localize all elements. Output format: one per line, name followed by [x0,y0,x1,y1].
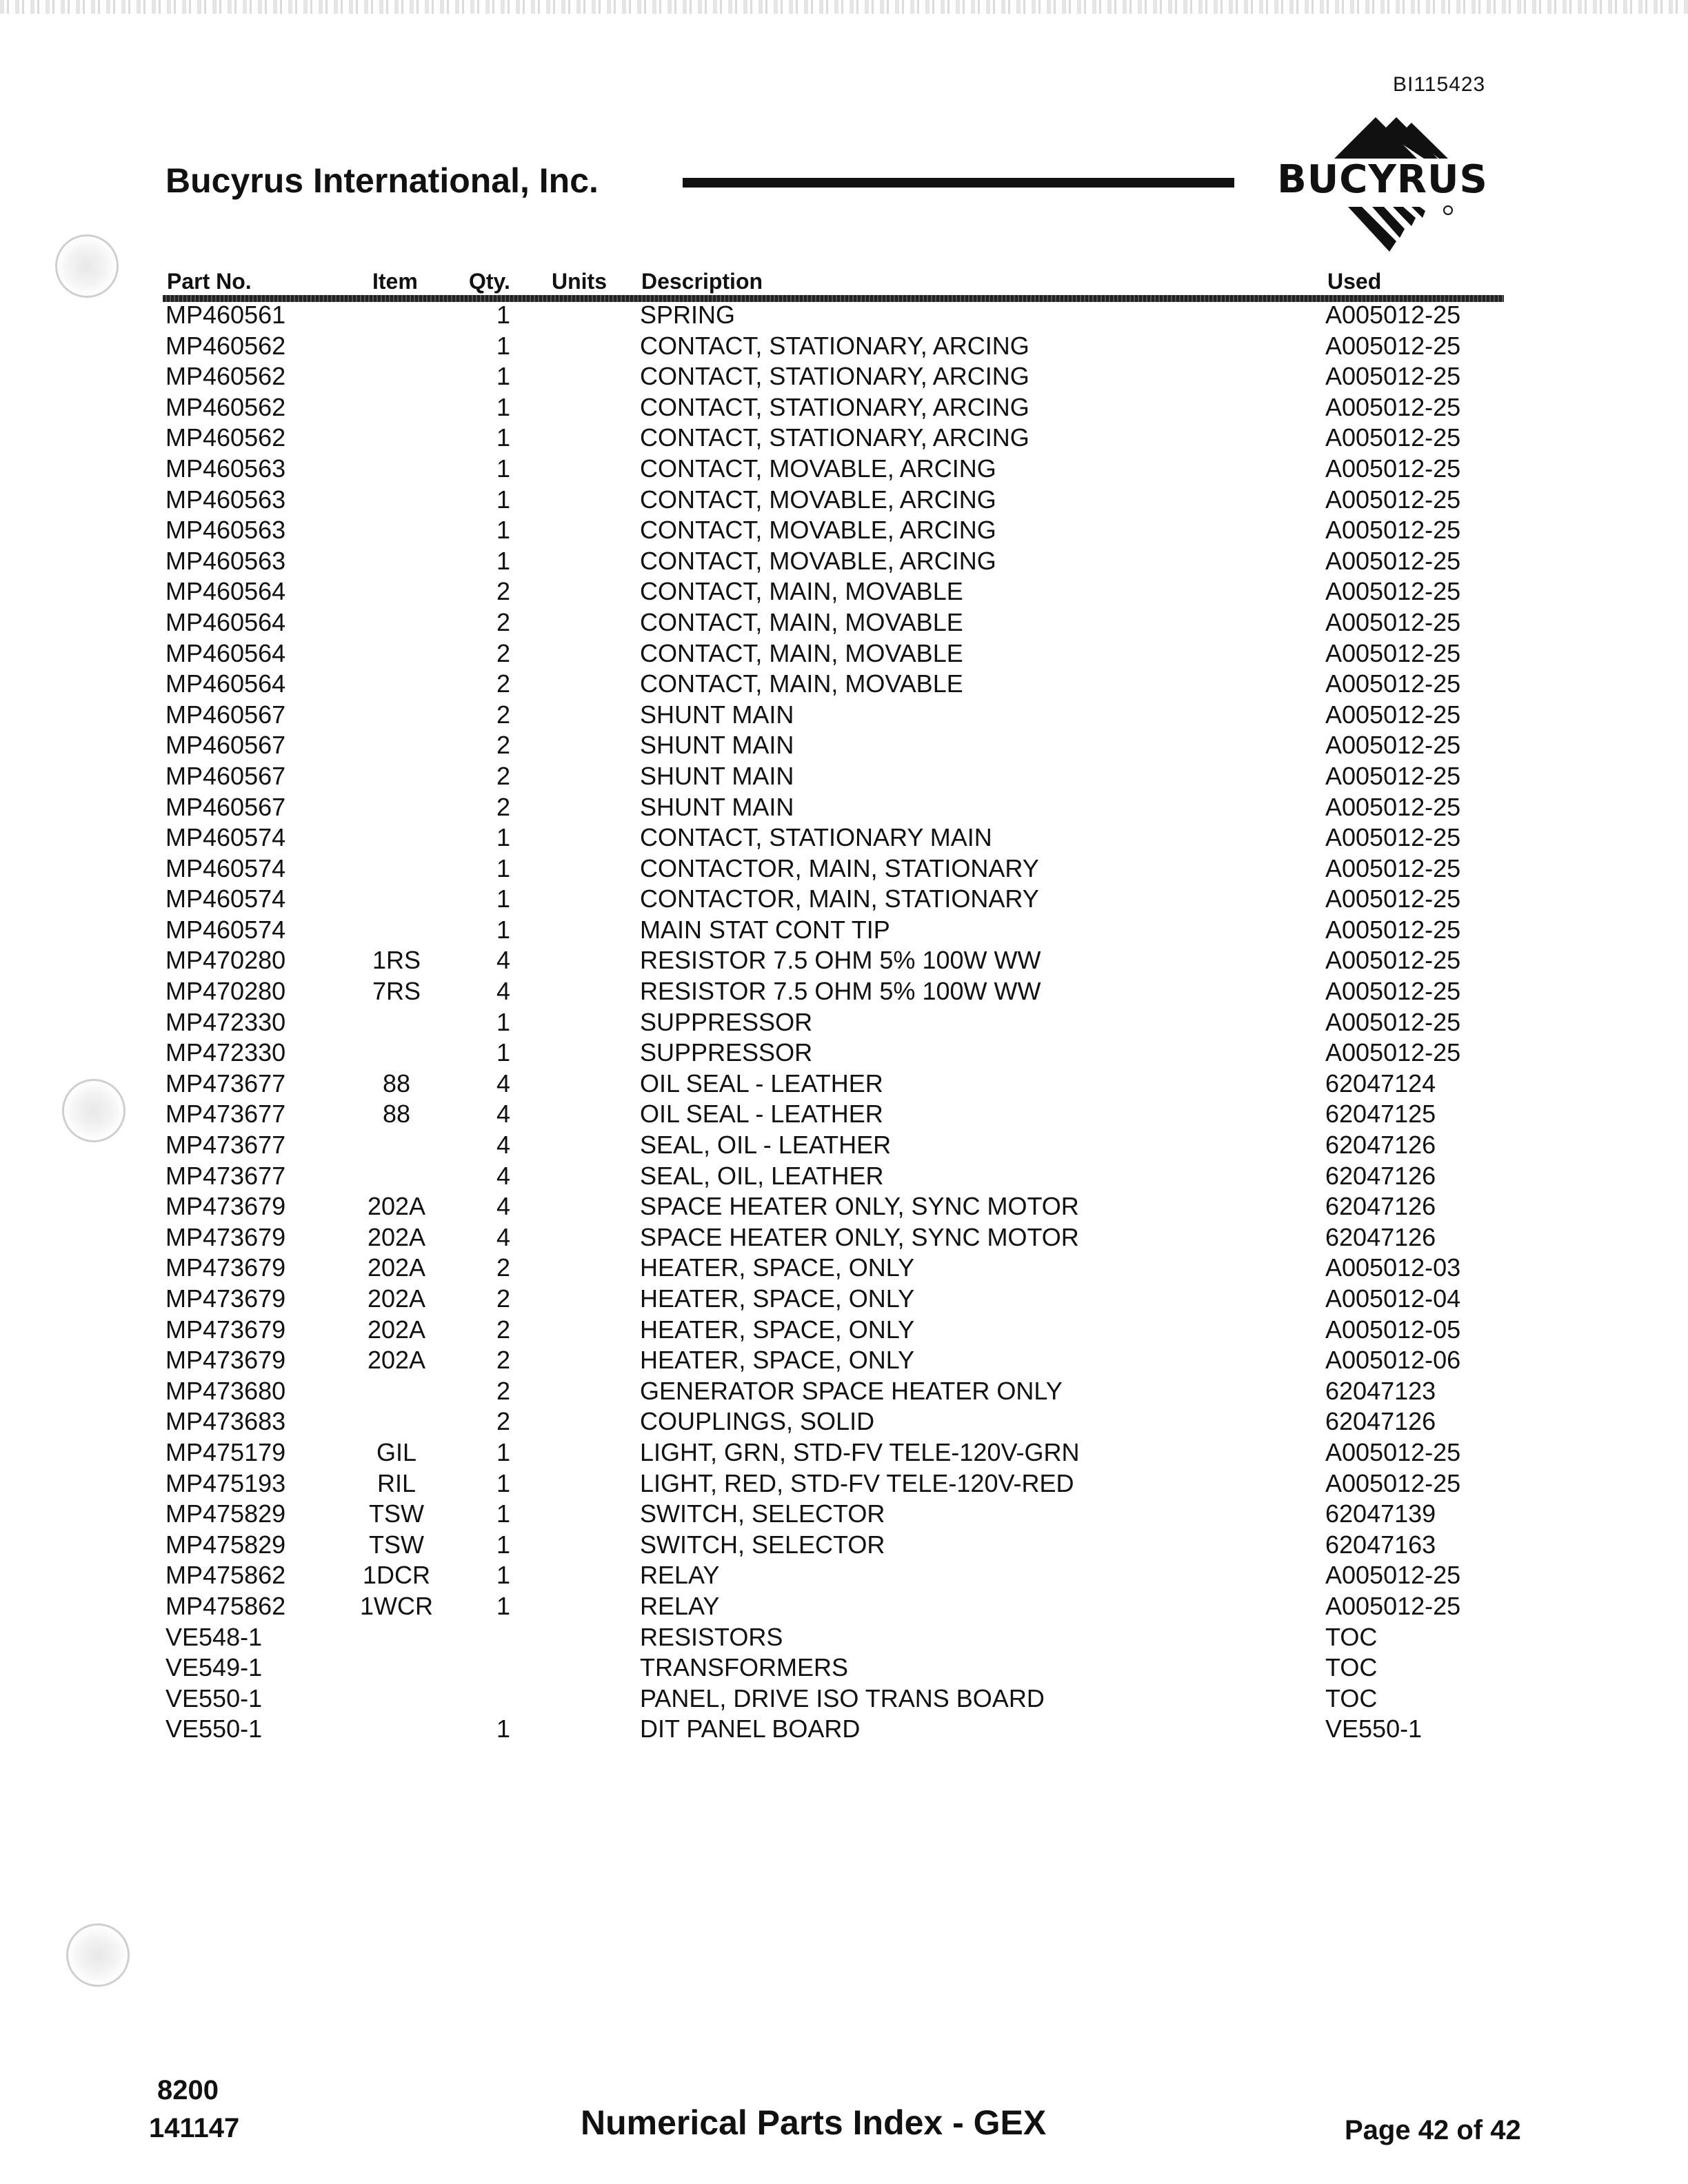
description-cell: OIL SEAL - LEATHER [640,1069,883,1098]
table-row [0,392,1688,423]
used-cell: A005012-25 [1325,853,1461,882]
part-no-cell: MP460567 [165,700,286,729]
description-cell: PANEL, DRIVE ISO TRANS BOARD [640,1684,1045,1712]
table-row [0,300,1688,331]
table-row [0,822,1688,853]
qty-cell: 1 [496,454,511,483]
item-cell: TSW [369,1530,424,1559]
used-cell: 62047125 [1325,1100,1436,1129]
part-no-cell: MP475179 [165,1437,286,1466]
table-row [0,1376,1688,1407]
used-cell: A005012-25 [1325,454,1461,483]
qty-cell: 1 [496,1715,511,1743]
table-row [0,1406,1688,1437]
table-row [0,1560,1688,1591]
used-cell: A005012-25 [1325,946,1461,975]
table-row [0,730,1688,761]
used-cell: A005012-25 [1325,546,1461,575]
used-cell: 62047123 [1325,1376,1436,1405]
description-cell: SHUNT MAIN [640,700,794,729]
item-cell: 1WCR [360,1591,433,1620]
qty-cell: 2 [496,1376,511,1405]
used-cell: 62047124 [1325,1069,1436,1098]
qty-cell: 1 [496,546,511,575]
description-cell: CONTACTOR, MAIN, STATIONARY [640,853,1039,882]
qty-cell: 1 [496,1468,511,1497]
used-cell: A005012-25 [1325,607,1461,636]
part-no-cell: MP460567 [165,761,286,790]
part-no-cell: MP473679 [165,1315,286,1344]
used-cell: A005012-05 [1325,1315,1461,1344]
part-no-cell: MP473683 [165,1407,286,1436]
table-row [0,976,1688,1007]
qty-cell: 4 [496,1069,511,1098]
part-no-cell: MP473680 [165,1376,286,1405]
qty-cell: 2 [496,669,511,698]
footer-number: 141147 [149,2113,240,2143]
used-cell: TOC [1325,1622,1378,1651]
column-header-qty: Qty. [469,269,510,294]
qty-cell: 1 [496,1561,511,1590]
table-row [0,1591,1688,1622]
description-cell: COUPLINGS, SOLID [640,1407,875,1436]
part-no-cell: MP472330 [165,1038,286,1067]
part-no-cell: MP475862 [165,1591,286,1620]
table-row [0,576,1688,607]
used-cell: A005012-25 [1325,362,1461,391]
description-cell: SUPPRESSOR [640,1007,813,1036]
qty-cell: 1 [496,884,511,913]
table-row [0,915,1688,946]
part-no-cell: MP473677 [165,1100,286,1129]
used-cell: A005012-25 [1325,577,1461,606]
description-cell: CONTACT, MOVABLE, ARCING [640,516,996,545]
used-cell: A005012-04 [1325,1284,1461,1313]
footer-page: Page 42 of 42 [1345,2115,1521,2145]
qty-cell: 1 [496,516,511,545]
table-row [0,1099,1688,1130]
description-cell: OIL SEAL - LEATHER [640,1100,883,1129]
used-cell: A005012-25 [1325,392,1461,421]
scan-artifact-strip [0,0,1688,14]
used-cell: A005012-25 [1325,977,1461,1006]
part-no-cell: MP470280 [165,977,286,1006]
qty-cell: 1 [496,362,511,391]
used-cell: A005012-25 [1325,731,1461,760]
description-cell: LIGHT, RED, STD-FV TELE-120V-RED [640,1468,1074,1497]
description-cell: HEATER, SPACE, ONLY [640,1284,915,1313]
item-cell: 1RS [372,946,421,975]
qty-cell: 4 [496,1100,511,1129]
table-row [0,1437,1688,1468]
qty-cell: 1 [496,1591,511,1620]
part-no-cell: MP472330 [165,1007,286,1036]
part-no-cell: MP460567 [165,731,286,760]
table-row [0,1007,1688,1038]
table-row [0,607,1688,638]
description-cell: LIGHT, GRN, STD-FV TELE-120V-GRN [640,1437,1080,1466]
used-cell: A005012-25 [1325,516,1461,545]
part-no-cell: MP475829 [165,1530,286,1559]
used-cell: A005012-25 [1325,792,1461,821]
qty-cell: 2 [496,1253,511,1282]
description-cell: SUPPRESSOR [640,1038,813,1067]
used-cell: 62047126 [1325,1161,1436,1190]
part-no-cell: MP475829 [165,1499,286,1528]
used-cell: 62047126 [1325,1131,1436,1160]
used-cell: 62047163 [1325,1530,1436,1559]
description-cell: CONTACT, MAIN, MOVABLE [640,669,963,698]
used-cell: A005012-25 [1325,301,1461,329]
qty-cell: 1 [496,392,511,421]
used-cell: A005012-25 [1325,331,1461,360]
item-cell: 88 [382,1100,411,1129]
description-cell: SEAL, OIL, LEATHER [640,1161,884,1190]
part-no-cell: MP460574 [165,853,286,882]
table-row [0,1130,1688,1161]
description-cell: HEATER, SPACE, ONLY [640,1253,915,1282]
description-cell: RELAY [640,1591,720,1620]
used-cell: 62047126 [1325,1192,1436,1221]
part-no-cell: MP475193 [165,1468,286,1497]
table-row [0,515,1688,546]
used-cell: A005012-06 [1325,1346,1461,1375]
qty-cell: 4 [496,1161,511,1190]
table-row [0,361,1688,392]
used-cell: A005012-25 [1325,1038,1461,1067]
footer-model: 8200 [157,2075,219,2105]
description-cell: SPACE HEATER ONLY, SYNC MOTOR [640,1192,1079,1221]
table-row [0,700,1688,731]
table-row [0,331,1688,362]
table-row [0,669,1688,700]
table-row [0,1530,1688,1561]
used-cell: A005012-03 [1325,1253,1461,1282]
used-cell: A005012-25 [1325,669,1461,698]
description-cell: CONTACT, STATIONARY, ARCING [640,331,1029,360]
used-cell: TOC [1325,1653,1378,1682]
bucyrus-logo [1258,110,1507,269]
table-row [0,1714,1688,1745]
part-no-cell: MP460564 [165,669,286,698]
punch-hole-bottom [66,1923,130,1987]
used-cell: A005012-25 [1325,485,1461,514]
description-cell: HEATER, SPACE, ONLY [640,1315,915,1344]
part-no-cell: MP470280 [165,946,286,975]
header-rule [683,178,1234,188]
description-cell: HEATER, SPACE, ONLY [640,1346,915,1375]
part-no-cell: MP460563 [165,454,286,483]
part-no-cell: MP460563 [165,485,286,514]
description-cell: CONTACT, MOVABLE, ARCING [640,546,996,575]
description-cell: CONTACT, STATIONARY, ARCING [640,423,1029,452]
item-cell: 202A [367,1222,426,1251]
part-no-cell: MP473679 [165,1222,286,1251]
used-cell: A005012-25 [1325,700,1461,729]
item-cell: 1DCR [362,1561,430,1590]
used-cell: A005012-25 [1325,1468,1461,1497]
table-row [0,1468,1688,1499]
column-header-description: Description [641,269,763,294]
description-cell: SWITCH, SELECTOR [640,1499,885,1528]
table-row [0,1222,1688,1253]
item-cell: TSW [369,1499,424,1528]
table-row [0,853,1688,884]
description-cell: RELAY [640,1561,720,1590]
qty-cell: 4 [496,977,511,1006]
qty-cell: 2 [496,1346,511,1375]
description-cell: RESISTOR 7.5 OHM 5% 100W WW [640,977,1041,1006]
qty-cell: 2 [496,761,511,790]
qty-cell: 1 [496,331,511,360]
item-cell: 7RS [372,977,421,1006]
table-row [0,945,1688,976]
table-row [0,1315,1688,1346]
description-cell: CONTACT, MOVABLE, ARCING [640,454,996,483]
qty-cell: 1 [496,853,511,882]
used-cell: A005012-25 [1325,1007,1461,1036]
footer-title: Numerical Parts Index - GEX [581,2103,1047,2142]
table-row [0,1684,1688,1715]
description-cell: CONTACT, STATIONARY MAIN [640,823,992,852]
description-cell: DIT PANEL BOARD [640,1715,861,1743]
column-header-part-no: Part No. [167,269,252,294]
item-cell: 202A [367,1284,426,1313]
qty-cell: 2 [496,607,511,636]
description-cell: CONTACT, MAIN, MOVABLE [640,577,963,606]
description-cell: CONTACT, MAIN, MOVABLE [640,638,963,667]
description-cell: SHUNT MAIN [640,792,794,821]
description-cell: CONTACTOR, MAIN, STATIONARY [640,884,1039,913]
description-cell: SPRING [640,301,736,329]
column-header-item: Item [372,269,418,294]
part-no-cell: MP460562 [165,423,286,452]
qty-cell: 2 [496,731,511,760]
item-cell: RIL [376,1468,416,1497]
qty-cell: 1 [496,1038,511,1067]
qty-cell: 1 [496,1007,511,1036]
used-cell: TOC [1325,1684,1378,1712]
part-no-cell: MP473677 [165,1161,286,1190]
description-cell: RESISTOR 7.5 OHM 5% 100W WW [640,946,1041,975]
used-cell: A005012-25 [1325,638,1461,667]
used-cell: 62047126 [1325,1407,1436,1436]
qty-cell: 1 [496,301,511,329]
part-no-cell: MP460574 [165,884,286,913]
part-no-cell: VE550-1 [165,1684,263,1712]
punch-hole-top [55,234,119,298]
used-cell: A005012-25 [1325,1437,1461,1466]
description-cell: SHUNT MAIN [640,731,794,760]
qty-cell: 1 [496,1499,511,1528]
description-cell: SEAL, OIL - LEATHER [640,1131,892,1160]
part-no-cell: MP473679 [165,1284,286,1313]
part-no-cell: MP460562 [165,362,286,391]
part-no-cell: MP473679 [165,1253,286,1282]
column-header-units: Units [552,269,607,294]
part-no-cell: MP460562 [165,392,286,421]
table-row [0,1161,1688,1192]
description-cell: SWITCH, SELECTOR [640,1530,885,1559]
used-cell: A005012-25 [1325,423,1461,452]
description-cell: MAIN STAT CONT TIP [640,915,890,944]
item-cell: 88 [382,1069,411,1098]
part-no-cell: MP460564 [165,577,286,606]
qty-cell: 2 [496,638,511,667]
qty-cell: 1 [496,915,511,944]
qty-cell: 1 [496,1530,511,1559]
table-row [0,1069,1688,1100]
part-no-cell: MP460563 [165,516,286,545]
part-no-cell: MP460564 [165,607,286,636]
table-row [0,884,1688,915]
part-no-cell: MP473679 [165,1346,286,1375]
table-row [0,1622,1688,1653]
qty-cell: 2 [496,1407,511,1436]
table-row [0,1253,1688,1284]
description-cell: CONTACT, MOVABLE, ARCING [640,485,996,514]
used-cell: VE550-1 [1325,1715,1423,1743]
used-cell: 62047126 [1325,1222,1436,1251]
parts-table [0,300,1688,1745]
table-row [0,1191,1688,1222]
used-cell: A005012-25 [1325,884,1461,913]
description-cell: SHUNT MAIN [640,761,794,790]
description-cell: CONTACT, MAIN, MOVABLE [640,607,963,636]
qty-cell: 4 [496,1131,511,1160]
item-cell: 202A [367,1192,426,1221]
part-no-cell: MP475862 [165,1561,286,1590]
logo-wordmark: BUCYRUS [1277,157,1488,202]
used-cell: A005012-25 [1325,1591,1461,1620]
qty-cell: 2 [496,700,511,729]
column-header-used: Used [1327,269,1382,294]
qty-cell: 1 [496,485,511,514]
table-row [0,761,1688,792]
item-cell: 202A [367,1346,426,1375]
qty-cell: 2 [496,1284,511,1313]
table-row [0,638,1688,669]
description-cell: CONTACT, STATIONARY, ARCING [640,362,1029,391]
qty-cell: 2 [496,577,511,606]
part-no-cell: VE548-1 [165,1622,263,1651]
used-cell: A005012-25 [1325,915,1461,944]
part-no-cell: VE550-1 [165,1715,263,1743]
part-no-cell: VE549-1 [165,1653,263,1682]
part-no-cell: MP473677 [165,1069,286,1098]
qty-cell: 2 [496,792,511,821]
qty-cell: 2 [496,1315,511,1344]
part-no-cell: MP460561 [165,301,286,329]
table-row [0,792,1688,823]
table-row [0,546,1688,577]
table-row [0,1038,1688,1069]
part-no-cell: MP460564 [165,638,286,667]
company-name: Bucyrus International, Inc. [165,161,599,200]
qty-cell: 4 [496,946,511,975]
part-no-cell: MP460574 [165,915,286,944]
part-no-cell: MP460562 [165,331,286,360]
table-row [0,1652,1688,1684]
item-cell: 202A [367,1315,426,1344]
description-cell: SPACE HEATER ONLY, SYNC MOTOR [640,1222,1079,1251]
table-row [0,454,1688,485]
part-no-cell: MP460567 [165,792,286,821]
part-no-cell: MP460563 [165,546,286,575]
item-cell: GIL [376,1437,417,1466]
used-cell: A005012-25 [1325,761,1461,790]
table-row [0,1499,1688,1530]
part-no-cell: MP460574 [165,823,286,852]
description-cell: TRANSFORMERS [640,1653,849,1682]
part-no-cell: MP473677 [165,1131,286,1160]
item-cell: 202A [367,1253,426,1282]
qty-cell: 4 [496,1192,511,1221]
description-cell: RESISTORS [640,1622,783,1651]
qty-cell: 1 [496,823,511,852]
table-row [0,1345,1688,1376]
used-cell: 62047139 [1325,1499,1436,1528]
description-cell: GENERATOR SPACE HEATER ONLY [640,1376,1063,1405]
document-id: BI115423 [1393,73,1486,96]
used-cell: A005012-25 [1325,1561,1461,1590]
table-row [0,423,1688,454]
qty-cell: 1 [496,423,511,452]
part-no-cell: MP473679 [165,1192,286,1221]
used-cell: A005012-25 [1325,823,1461,852]
table-row [0,1284,1688,1315]
table-row [0,485,1688,516]
qty-cell: 1 [496,1437,511,1466]
qty-cell: 4 [496,1222,511,1251]
description-cell: CONTACT, STATIONARY, ARCING [640,392,1029,421]
